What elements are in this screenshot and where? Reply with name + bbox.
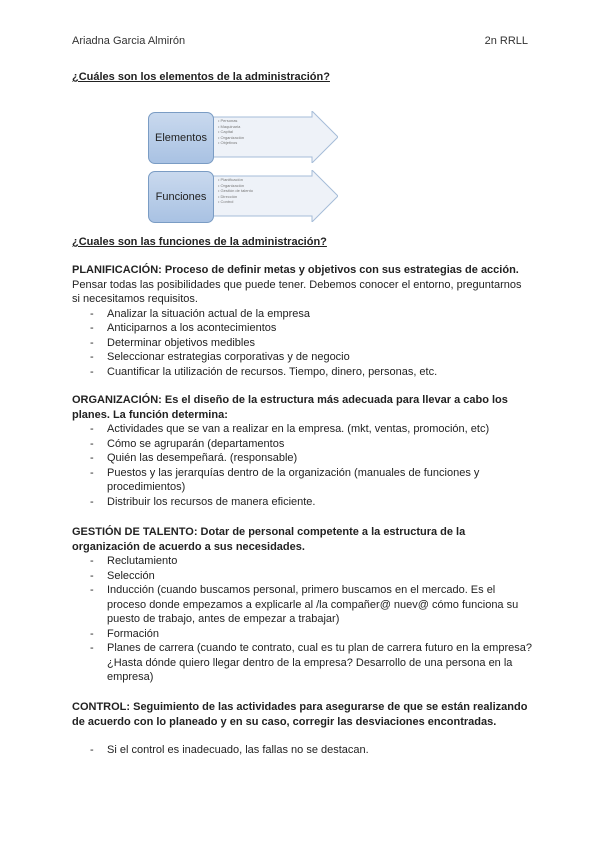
list-item-text: Puestos y las jerarquías dentro de la organización (manuales de funciones y procedimientos) <box>107 466 480 493</box>
control-heading: CONTROL: Seguimiento de las actividades para asegurarse de que se están realizando de acuerdo con lo planeado y en su caso, corregir las desviaciones encontradas. <box>72 701 528 728</box>
list-item-text: Determinar objetivos medibles <box>107 336 255 349</box>
author-name: Ariadna Garcia Almirón <box>72 35 186 47</box>
list-item-text: Anticiparnos a los acontecimientos <box>107 322 277 334</box>
dash-bullet: - <box>90 437 94 450</box>
dash-bullet: - <box>90 423 94 435</box>
list-item-text: Cómo se agruparán (departamentos <box>107 437 285 450</box>
list-item <box>72 307 532 322</box>
elements-item: • Capital <box>218 129 244 135</box>
dash-bullet: - <box>90 555 94 567</box>
list-item <box>72 627 532 642</box>
elements-list <box>218 118 244 146</box>
list-item-text: Inducción (cuando buscamos personal, primero buscamos en el mercado. Es el proceso donde empezamos a explicarle al /la compañer@ nuev@ cómo funciona su puesto de trabajo, antes de empezar a trabajar) <box>107 584 519 625</box>
list-item-text: Analizar la situación actual de la empresa <box>107 307 311 320</box>
list-item-text: Seleccionar estrategias corporativas y de negocio <box>107 351 350 363</box>
list-item-text: Formación <box>107 627 159 640</box>
elements-item: • Maquinaria <box>218 124 244 130</box>
dash-bullet: - <box>90 627 94 640</box>
list-item <box>72 569 532 584</box>
functions-item: • Control <box>218 199 253 205</box>
list-item-text: Si el control es inadecuado, las fallas no se destacan. <box>107 744 369 756</box>
elements-item: • Organización <box>218 135 244 141</box>
functions-item: • Gestión de talento <box>218 188 253 194</box>
gestion-list <box>72 554 532 685</box>
planificacion-heading: PLANIFICACIÓN: Proceso de definir metas y objetivos con sus estrategias de acción. <box>72 264 519 276</box>
list-item-text: Distribuir los recursos de manera eficiente. <box>107 495 316 508</box>
list-item <box>72 495 532 510</box>
question-elements: ¿Cuáles son los elementos de la administración? <box>72 71 330 83</box>
planificacion-list <box>72 307 532 380</box>
elements-item: • Personas <box>218 118 244 124</box>
list-item-text: Cuantificar la utilización de recursos. Tiempo, dinero, personas, etc. <box>107 365 438 378</box>
functions-item: • Organización <box>218 183 253 189</box>
list-item <box>72 336 532 351</box>
list-item-text: Actividades que se van a realizar en la empresa. (mkt, ventas, promoción, etc) <box>107 423 490 435</box>
dash-bullet: - <box>90 466 94 479</box>
elements-item: • Objetivos <box>218 140 244 146</box>
list-item <box>72 365 532 380</box>
dash-bullet: - <box>90 365 94 378</box>
control-list <box>72 743 532 758</box>
gestion-section <box>72 525 532 685</box>
list-item-text: Quién las desempeñará. (responsable) <box>107 452 298 464</box>
dash-bullet: - <box>90 452 94 464</box>
functions-list <box>218 177 253 205</box>
list-item <box>72 437 532 452</box>
dash-bullet: - <box>90 307 94 320</box>
dash-bullet: - <box>90 322 94 334</box>
dash-bullet: - <box>90 642 94 654</box>
list-item <box>72 583 532 627</box>
gestion-heading: GESTIÓN DE TALENTO: Dotar de personal competente a la estructura de la organización de acuerdo a sus necesidades. <box>72 526 466 553</box>
list-item-text: Planes de carrera (cuando te contrato, cual es tu plan de carrera futuro en la empresa? ¿Hasta dónde quiero llegar dentro de la empresa? Desarrollo de una persona en la empresa) <box>107 642 532 683</box>
list-item <box>72 350 532 365</box>
list-item-text: Selección <box>107 569 155 582</box>
control-section <box>72 700 532 758</box>
organizacion-section <box>72 393 532 509</box>
list-item-text: Reclutamiento <box>107 555 178 567</box>
dash-bullet: - <box>90 495 94 508</box>
dash-bullet: - <box>90 569 94 582</box>
dash-bullet: - <box>90 336 94 349</box>
elements-box: Elementos <box>148 112 214 164</box>
dash-bullet: - <box>90 744 94 756</box>
list-item <box>72 422 532 437</box>
functions-item: • Dirección <box>218 194 253 200</box>
planificacion-section <box>72 263 532 379</box>
list-item <box>72 554 532 569</box>
list-item <box>72 743 532 758</box>
dash-bullet: - <box>90 351 94 363</box>
list-item <box>72 466 532 495</box>
organizacion-list <box>72 422 532 509</box>
functions-item: • Planificación <box>218 177 253 183</box>
dash-bullet: - <box>90 584 94 596</box>
planificacion-intro: Pensar todas las posibilidades que puede tener. Debemos conocer el entorno, preguntarnos si necesitamos requisitos. <box>72 278 522 305</box>
list-item <box>72 641 532 685</box>
elements-functions-diagram <box>148 106 338 224</box>
organizacion-heading: ORGANIZACIÓN: Es el diseño de la estructura más adecuada para llevar a cabo los planes. La función determina: <box>72 394 508 421</box>
list-item <box>72 451 532 466</box>
question-functions: ¿Cuales son las funciones de la administración? <box>72 236 327 248</box>
functions-box: Funciones <box>148 171 214 223</box>
list-item <box>72 321 532 336</box>
course-label: 2n RRLL <box>484 35 528 47</box>
